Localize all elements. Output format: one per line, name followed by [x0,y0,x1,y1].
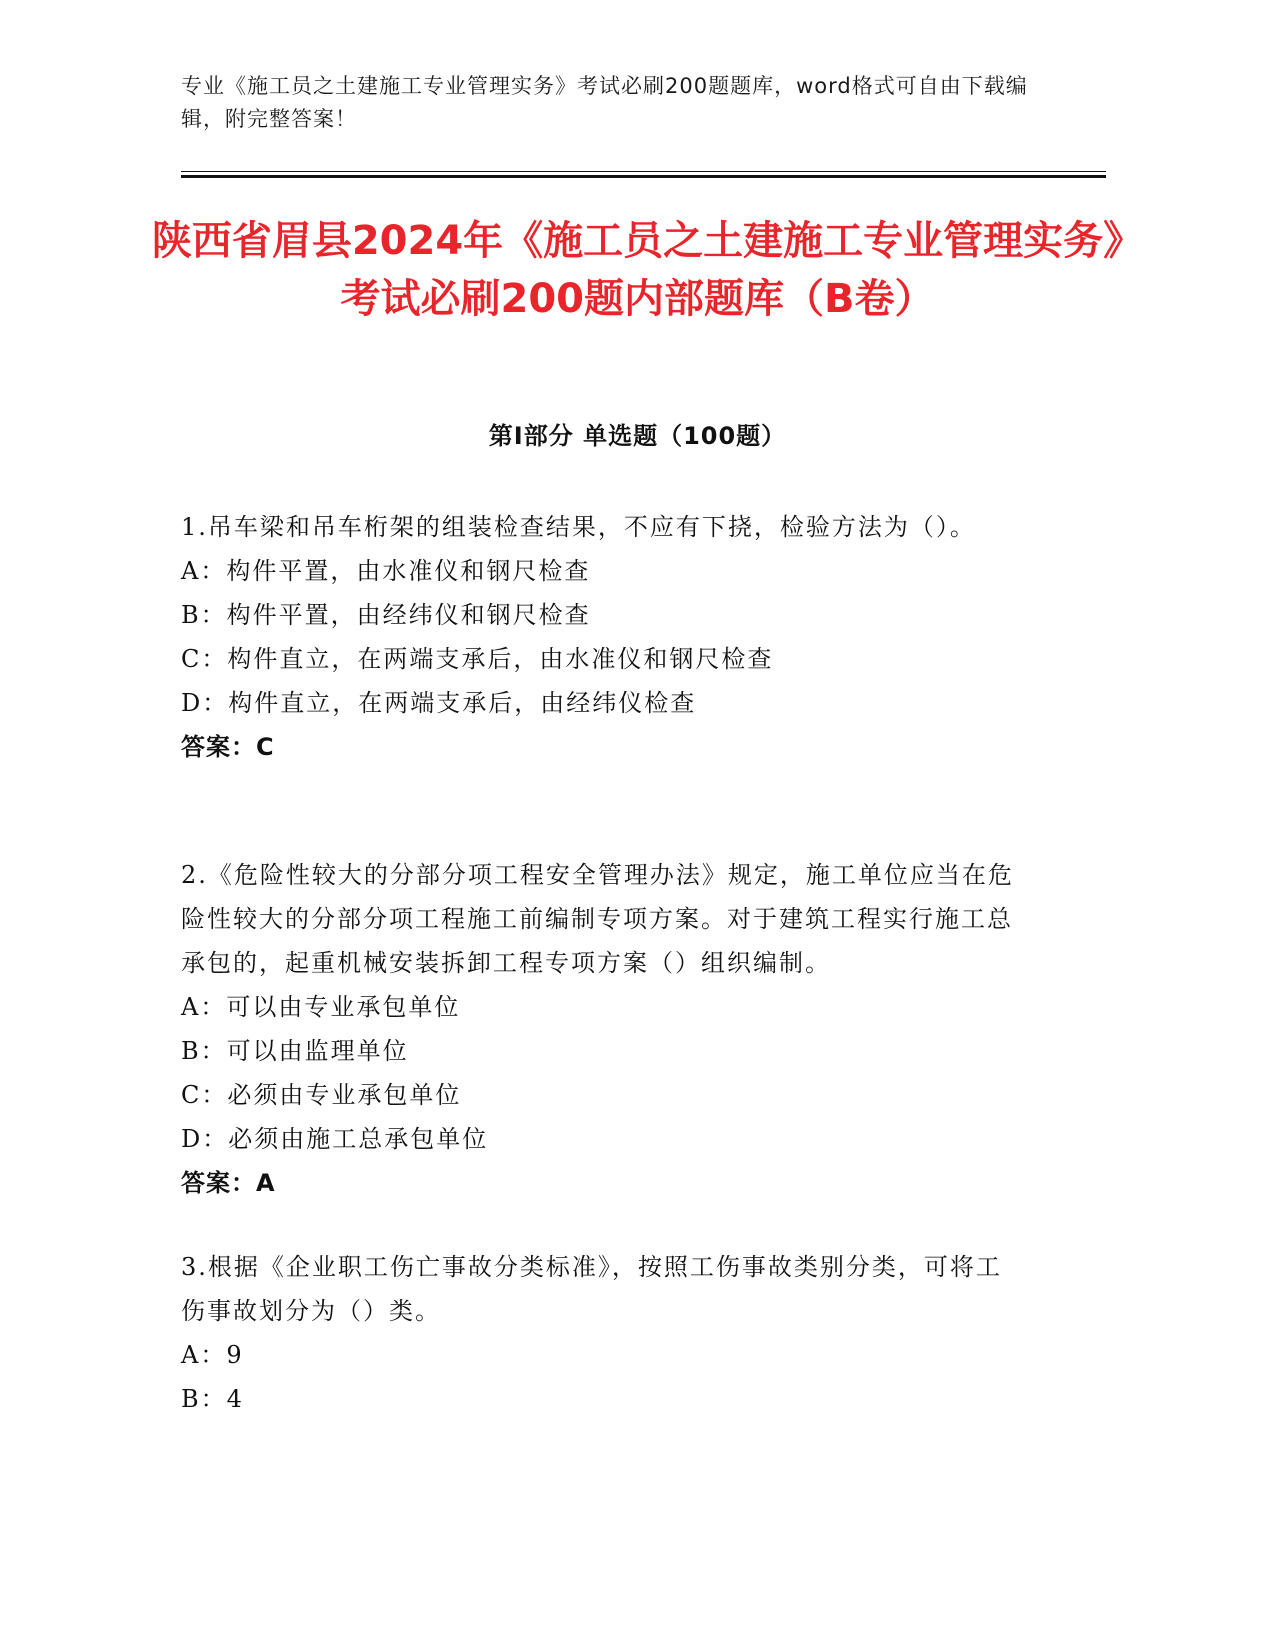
question-text: 2.《危险性较大的分部分项工程安全管理办法》规定，施工单位应当在危险性较大的分部分项工程施工前编制专项方案。对于建筑工程实行施工总承包的，起重机械安装拆卸工程专项方案（）组织编制。 [181,861,1014,977]
option-a: A：9 [181,1341,244,1369]
option-d: D：构件直立，在两端支承后，由经纬仪检查 [181,689,697,717]
question-1 [181,505,1021,769]
header-divider-thick [181,175,1106,178]
option-d: D：必须由施工总承包单位 [181,1125,489,1153]
section-heading: 第Ⅰ部分 单选题（100题） [488,422,787,450]
question-text: 1.吊车梁和吊车桁架的组装检查结果，不应有下挠，检验方法为（）。 [181,513,976,541]
question-2 [181,853,1021,1205]
option-c: C：必须由专业承包单位 [181,1081,462,1109]
option-b: B：构件平置，由经纬仪和钢尺检查 [181,601,591,629]
question-3 [181,1245,1021,1421]
header-note: 专业《施工员之土建施工专业管理实务》考试必刷200题题库，word格式可自由下载编辑，附完整答案！ [181,74,1028,131]
header-divider-thin [181,171,1106,172]
answer: 答案：A [181,1169,276,1197]
document-title: 陕西省眉县2024年《施工员之土建施工专业管理实务》考试必刷200题内部题库（B卷） [151,218,1124,322]
option-b: B：4 [181,1385,244,1413]
option-a: A：构件平置，由水准仪和钢尺检查 [181,557,591,585]
option-c: C：构件直立，在两端支承后，由水准仪和钢尺检查 [181,645,774,673]
answer: 答案：C [181,733,275,761]
question-text: 3.根据《企业职工伤亡事故分类标准》，按照工伤事故类别分类，可将工伤事故划分为（）类。 [181,1253,1002,1325]
option-b: B：可以由监理单位 [181,1037,409,1065]
option-a: A：可以由专业承包单位 [181,993,461,1021]
